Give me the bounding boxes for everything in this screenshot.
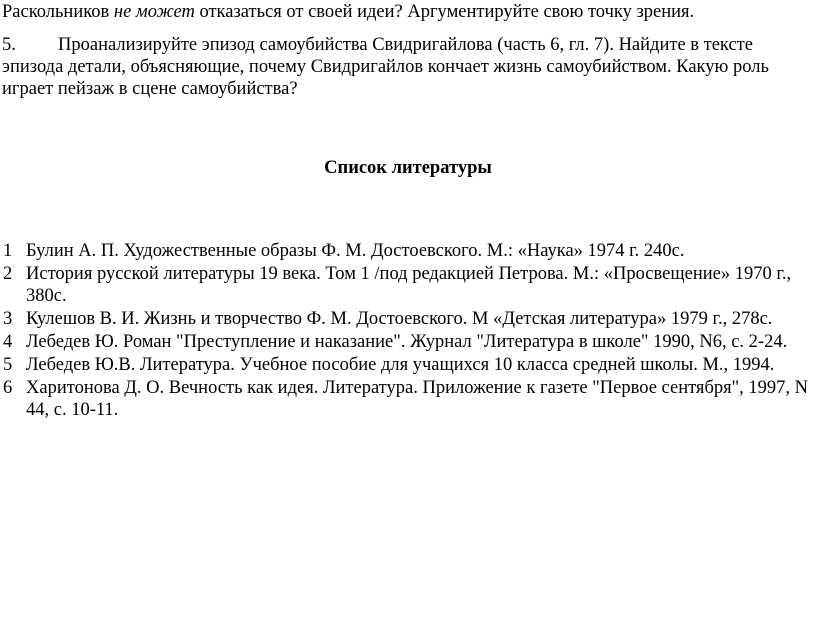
- bibliography-item-number: 3: [3, 309, 13, 329]
- bibliography-item-text: Лебедев Ю. Роман "Преступление и наказание". Журнал "Литература в школе" 1990, N6, с. 2-24.: [26, 332, 788, 352]
- question-4-emphasis: не может: [113, 2, 195, 22]
- bibliography-item: [0, 354, 812, 376]
- bibliography-item-text: Лебедев Ю.В. Литература. Учебное пособие для учащихся 10 класса средней школы. М., 1994.: [26, 355, 775, 375]
- question-4-suffix: отказаться от своей идеи? Аргументируйте свою точку зрения.: [194, 2, 695, 22]
- bibliography-item: [0, 331, 812, 353]
- question-5-number: 5.: [2, 35, 16, 55]
- bibliography-item: [0, 308, 812, 330]
- bibliography-list: [0, 240, 812, 422]
- bibliography-item-number: 1: [3, 241, 13, 261]
- question-5-paragraph: [2, 34, 802, 100]
- bibliography-item-text: Кулешов В. И. Жизнь и творчество Ф. М. Достоевского. М «Детская литература» 1979 г., 278с.: [26, 309, 773, 329]
- bibliography-item-number: 2: [3, 264, 13, 284]
- bibliography-item-text: Булин А. П. Художественные образы Ф. М. Достоевского. М.: «Наука» 1974 г. 240с.: [26, 241, 685, 261]
- bibliography-item-number: 4: [3, 332, 13, 352]
- bibliography-item-text: История русской литературы 19 века. Том 1 /под редакцией Петрова. М.: «Просвещение» 1970 г., 380с.: [26, 264, 792, 306]
- question-5-text: Проанализируйте эпизод самоубийства Свидригайлова (часть 6, гл. 7). Найдите в тексте эпизода детали, объясняющие, почему Свидригайлов кончает жизнь самоубийством. Какую роль играет пейзаж в сцене самоубийства?: [2, 35, 769, 99]
- question-4-prefix: Раскольников: [2, 2, 114, 22]
- bibliography-heading: Список литературы: [324, 158, 492, 178]
- question-4-line: [2, 1, 694, 23]
- bibliography-item: [0, 240, 812, 262]
- bibliography-item-number: 6: [3, 378, 13, 398]
- bibliography-item: [0, 377, 812, 421]
- bibliography-item: [0, 263, 812, 307]
- bibliography-item-text: Харитонова Д. О. Вечность как идея. Литература. Приложение к газете "Первое сентября", 1997, N 44, с. 10-11.: [26, 378, 809, 420]
- bibliography-item-number: 5: [3, 355, 13, 375]
